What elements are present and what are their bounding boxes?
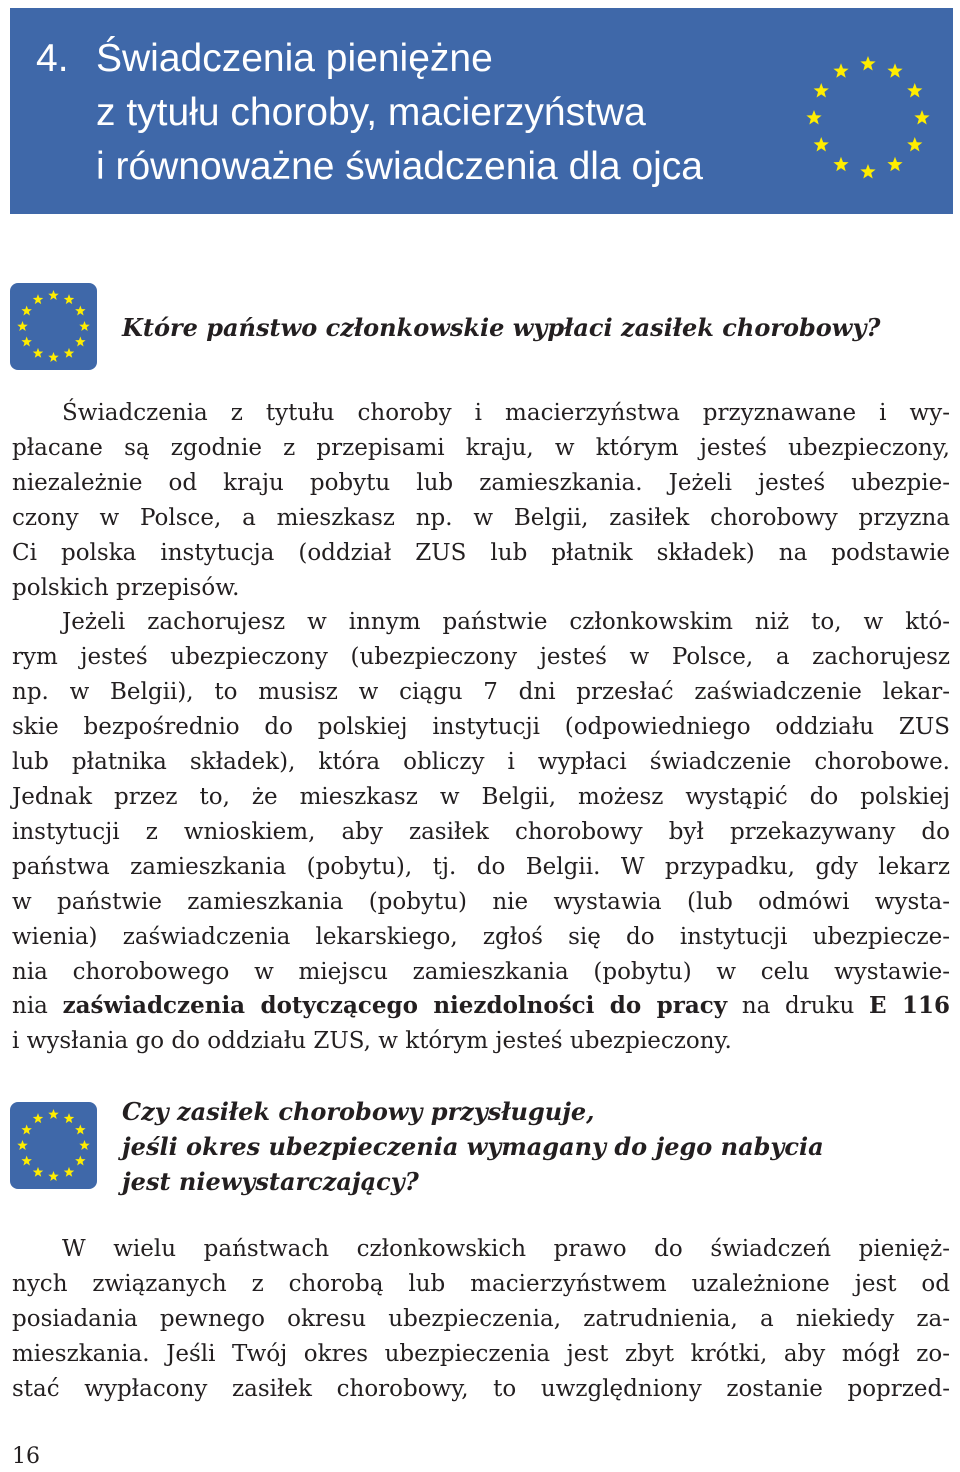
paragraph-line: skie bezpośrednio do polskiej instytucji (odpowiedniego oddziału ZUS [12,714,950,741]
star-icon [17,321,27,331]
paragraph-line: rym jesteś ubezpieczony (ubezpieczony jesteś w Polsce, a zachorujesz [12,644,950,671]
chapter-header [10,8,953,214]
paragraph [12,396,950,1059]
star-icon [33,294,43,304]
star-icon [48,1109,58,1119]
paragraph-line-with-bold [12,989,950,1024]
star-icon [75,1156,85,1166]
paragraph-line: nych związanych z chorobą lub macierzyństwem uzależnione jest od [12,1270,950,1297]
paragraph-line: stać wypłacony zasiłek chorobowy, to uwzględniony zostanie poprzed- [12,1375,950,1402]
form-code: E 116 [869,992,950,1020]
paragraph-line: wienia) zaświadczenia lekarskiego, zgłoś się do instytucji ubezpiecze- [12,923,950,950]
star-icon [79,321,89,331]
question-line: jeśli okres ubezpieczenia wymagany do jego nabycia [122,1132,824,1161]
star-icon [21,1156,31,1166]
star-icon [907,83,922,97]
star-icon [860,164,875,178]
star-icon [64,1167,74,1177]
eu-stars-icon [806,56,930,180]
star-icon [887,157,902,171]
star-icon [860,56,875,70]
paragraph-line: niezależnie od kraju pobytu lub zamieszkania. Jeżeli jesteś ubezpie- [12,469,950,496]
paragraph-line: płacane są zgodnie z przepisami kraju, w którym jesteś ubezpieczony, [12,434,950,461]
paragraph-line: państwa zamieszkania (pobytu), tj. do Belgii. W przypadku, gdy lekarz [12,853,950,880]
star-icon [833,63,848,77]
bold-term: zaświadczenia dotyczącego niezdolności do pracy [62,992,728,1020]
star-icon [21,306,31,316]
star-icon [64,348,74,358]
star-icon [33,348,43,358]
star-icon [64,1113,74,1123]
paragraph [12,1232,950,1407]
chapter-title [36,32,796,194]
star-icon [64,294,74,304]
star-icon [75,1125,85,1135]
chapter-title-line: Świadczenia pieniężne [96,37,493,80]
chapter-number: 4. [36,37,69,80]
star-icon [48,352,58,362]
paragraph-line: czony w Polsce, a mieszkasz np. w Belgii, zasiłek chorobowy przyzna [12,504,950,531]
star-icon [806,110,821,124]
paragraph-line: instytucji z wnioskiem, aby zasiłek chorobowy był przekazywany do [12,818,950,845]
page-number: 16 [12,1444,40,1469]
paragraph-line: W wielu państwach członkowskich prawo do świadczeń pienięż- [62,1236,950,1262]
star-icon [21,337,31,347]
question-line: jest niewystarczający? [122,1167,419,1196]
paragraph-line: Świadczenia z tytułu choroby i macierzyństwa przyznawane i wy- [62,400,950,426]
section-question: Które państwo członkowskie wypłaci zasiłek chorobowy? [122,313,881,342]
paragraph-line: polskich przepisów. [12,574,240,601]
paragraph-line: Jednak przez to, że mieszkasz w Belgii, możesz wystąpić do polskiej [12,783,950,810]
star-icon [33,1167,43,1177]
question-line: Czy zasiłek chorobowy przysługuje, [122,1097,595,1126]
star-icon [75,337,85,347]
star-icon [48,1171,58,1181]
paragraph-line: nia chorobowego w miejscu zamieszkania (pobytu) w celu wystawie- [12,958,950,985]
star-icon [21,1125,31,1135]
paragraph-line: np. w Belgii), to musisz w ciągu 7 dni przesłać zaświadczenie lekar- [12,679,950,706]
paragraph-line: Ci polska instytucja (oddział ZUS lub płatnik składek) na podstawie [12,539,950,566]
star-icon [814,83,829,97]
star-icon [79,1140,89,1150]
star-icon [33,1113,43,1123]
eu-flag-icon [10,283,97,370]
paragraph-line: lub płatnika składek), która obliczy i wypłaci świadczenie chorobowe. [12,749,950,776]
star-icon [887,63,902,77]
paragraph-line: mieszkania. Jeśli Twój okres ubezpieczenia jest zbyt krótki, aby mógł zo- [12,1340,950,1367]
paragraph-line: posiadania pewnego okresu ubezpieczenia, zatrudnienia, a niekiedy za- [12,1305,950,1332]
star-icon [907,137,922,151]
star-icon [814,137,829,151]
chapter-title-line: z tytułu choroby, macierzyństwa [96,91,646,134]
text: na druku [727,993,870,1020]
paragraph-line: i wysłania go do oddziału ZUS, w którym jesteś ubezpieczony. [12,1028,732,1055]
star-icon [914,110,929,124]
star-icon [833,157,848,171]
star-icon [48,290,58,300]
chapter-title-line: i równoważne świadczenia dla ojca [96,145,703,188]
paragraph-line: Jeżeli zachorujesz w innym państwie członkowskim niż to, w któ- [62,609,950,636]
text: nia [12,993,63,1020]
star-icon [75,306,85,316]
paragraph-line: w państwie zamieszkania (pobytu) nie wystawia (lub odmówi wysta- [12,888,950,915]
star-icon [17,1140,27,1150]
section-question [122,1094,824,1199]
eu-flag-icon [10,1102,97,1189]
